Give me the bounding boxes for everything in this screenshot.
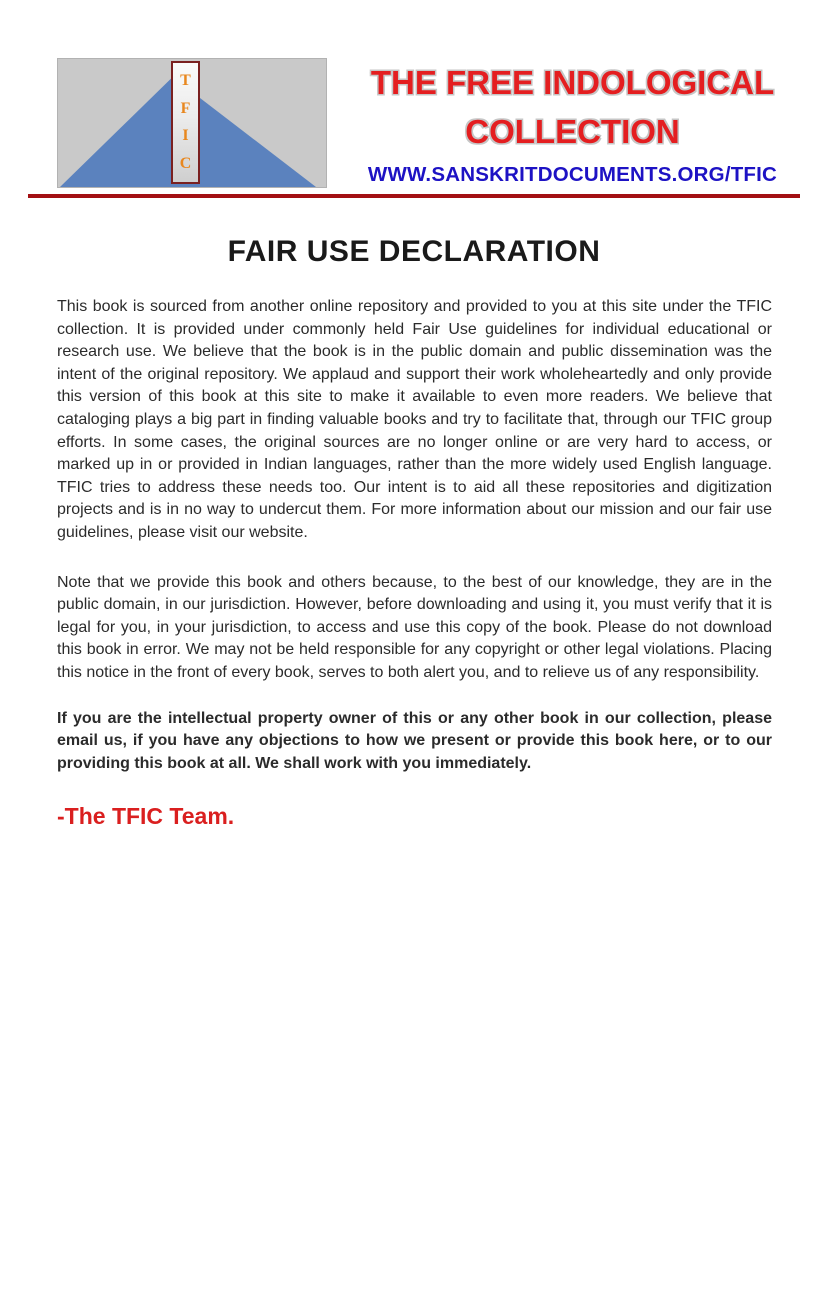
logo-letter: I <box>182 127 189 145</box>
signature-tfic-team: -The TFIC Team. <box>57 803 235 830</box>
site-url: WWW.SANSKRITDOCUMENTS.ORG/TFIC <box>367 163 778 186</box>
paragraph-ip-owner: If you are the intellectual property owner of this or any other book in our collection, please email us, if you have any objections to how we present or provide this book here, or to our providing this book at all. We shall work with you immediately. <box>57 709 772 772</box>
header-title-block <box>327 58 798 187</box>
site-title <box>347 58 798 156</box>
paragraph-fair-use: This book is sourced from another online repository and provided to you at this site under the TFIC collection. It is provided under commonly held Fair Use guidelines for individual educational or research use. We believe that the book is in the public domain and public dissemination was the intent of the original repository. We applaud and support their work wholeheartedly and only provide this version of this book at this site to make it available to even more readers. We believe that cataloging plays a big part in finding valuable books and try to facilitate that, through our TFIC group efforts. In some cases, the original sources are no longer online or are very hard to access, or marked up in or provided in Indian languages, rather than the more widely used English language. TFIC tries to address these needs too. Our intent is to aid all these repositories and digitization projects and is in no way to undercut them. For more information about our mission and our fair use guidelines, please visit our website. <box>57 298 772 541</box>
logo-letter: C <box>179 155 192 173</box>
tfic-logo <box>57 58 327 188</box>
page-title: FAIR USE DECLARATION <box>227 235 601 268</box>
site-title-line1: THE FREE INDOLOGICAL <box>370 64 775 101</box>
double-red-rule <box>28 194 800 198</box>
tfic-letter-strip <box>171 61 200 184</box>
logo-letter: F <box>180 99 191 117</box>
header <box>0 0 828 188</box>
site-title-line2: COLLECTION <box>465 113 680 150</box>
paragraph-note: Note that we provide this book and others because, to the best of our knowledge, they are in the public domain, in our jurisdiction. However, before downloading and using it, you must verify that it is legal for you, in your jurisdiction, to access and use this copy of the book. Please do not download this book in error. We may not be held responsible for any copyright or other legal violations. Placing this notice in the front of every book, serves to both alert you, and to relieve us of any responsibility. <box>57 573 772 681</box>
logo-letter: T <box>180 71 191 89</box>
